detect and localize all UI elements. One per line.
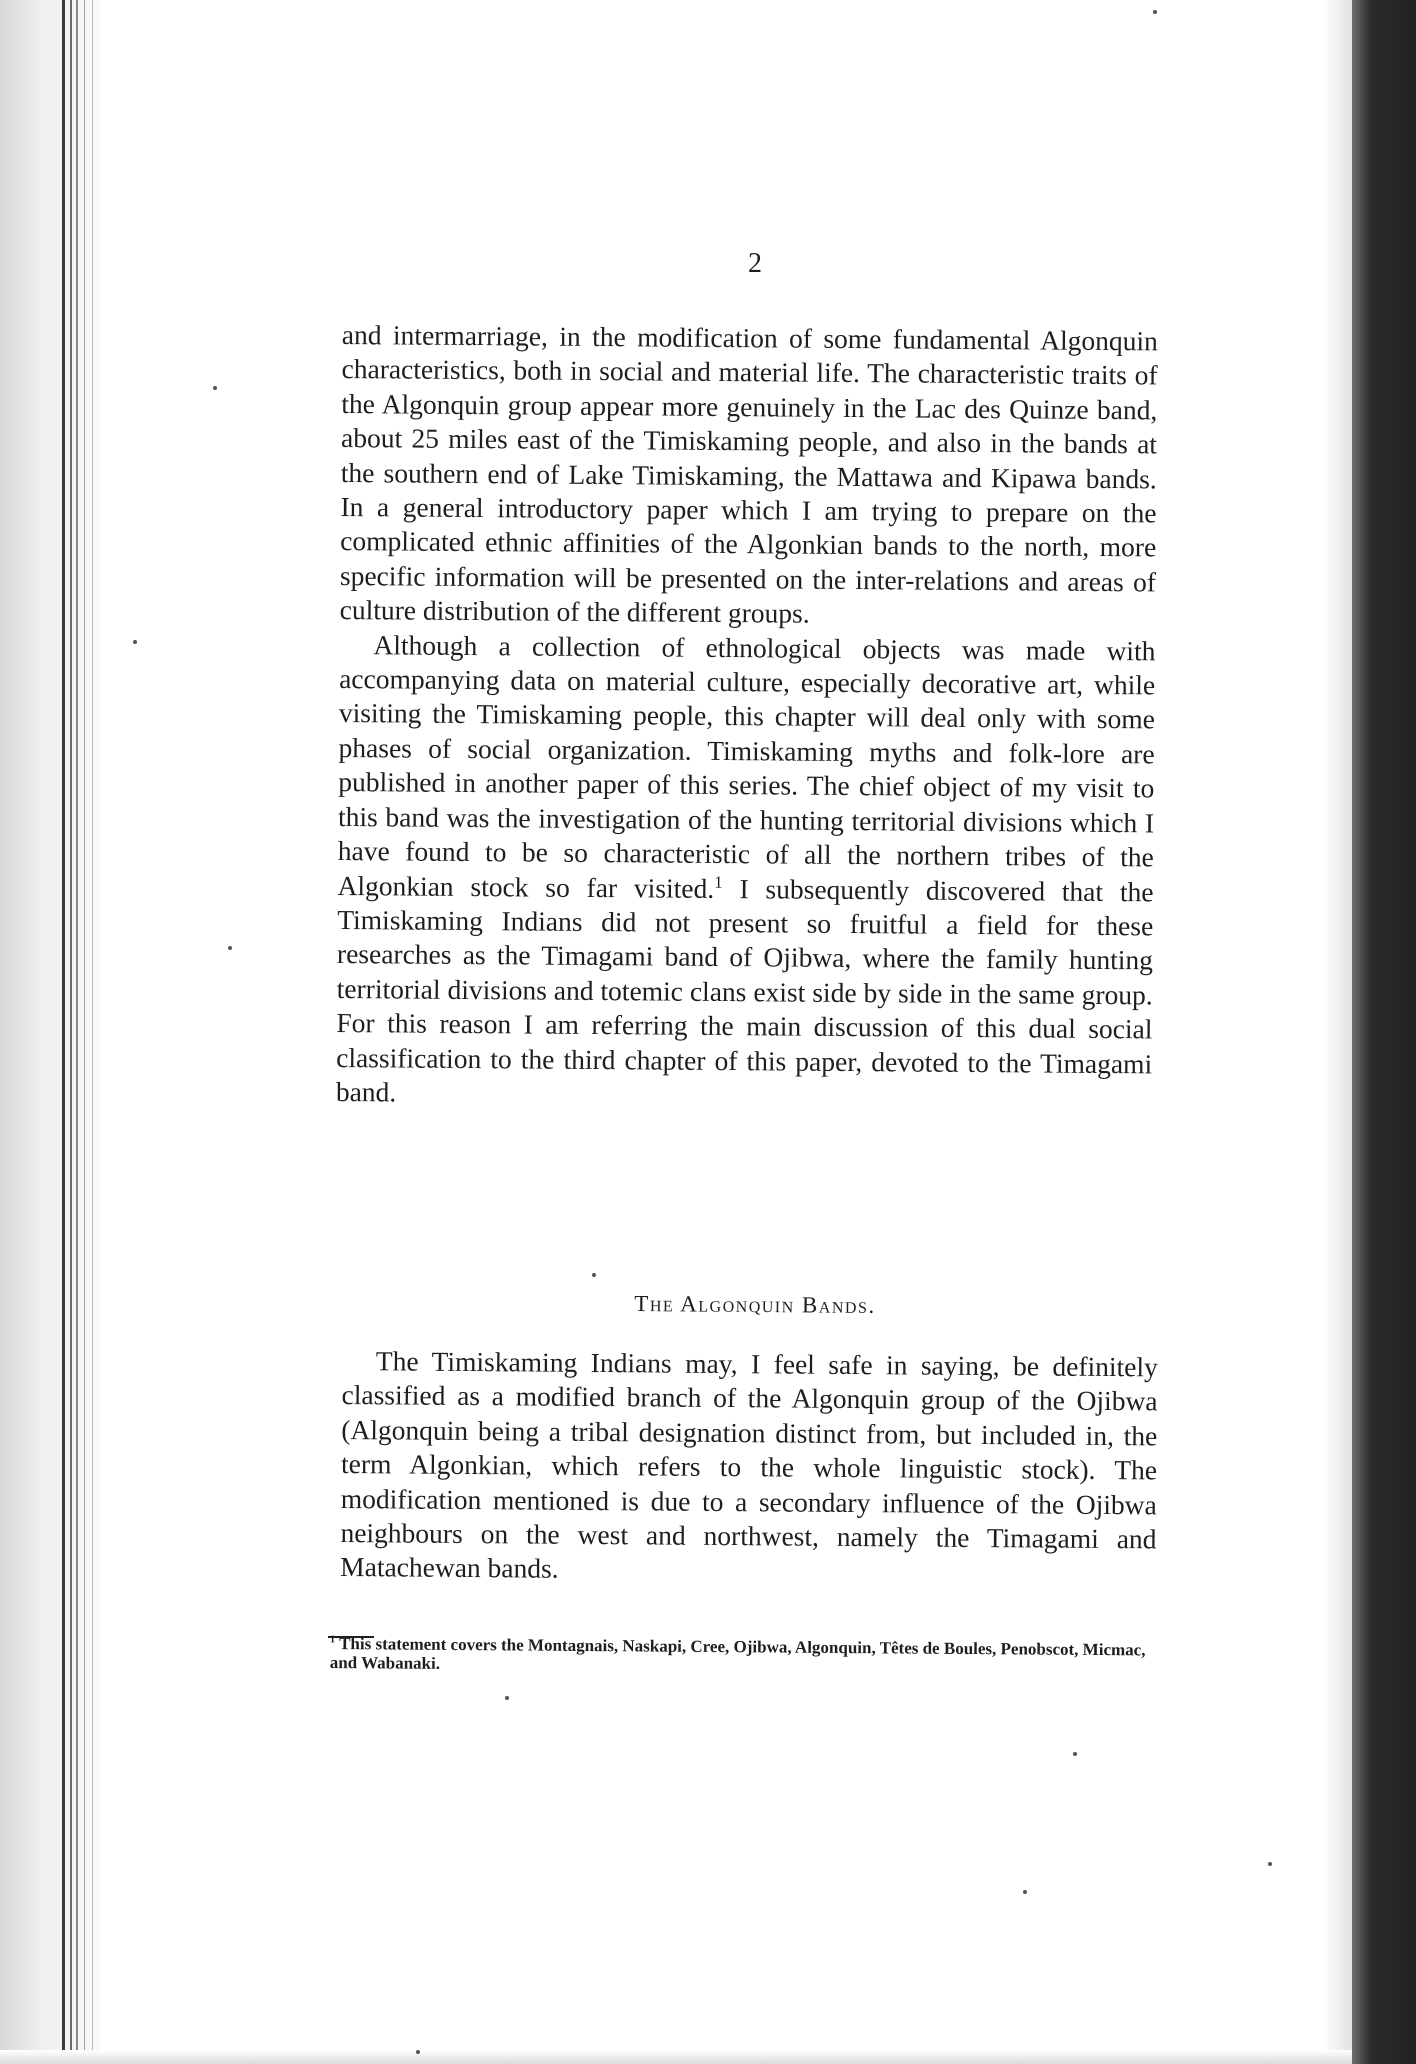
section-heading: The Algonquin Bands. [634,1291,876,1318]
scan-border-right [1352,0,1416,2064]
dust-speck [416,2050,420,2054]
text-block-lower [340,1344,1158,1591]
page-edge-line [70,0,72,2064]
page-edge-line [62,0,65,2064]
page-edge-line [84,0,85,2064]
dust-speck [592,1273,596,1277]
paragraph-text: Although a collection of ethnological objects was made with accompanying data on material culture, especially decorative art, while visiting the Timiskaming people, this chapter will deal only with some phases of social organization. Timiskaming myths and folk-lore are published in another paper of this series. The chief object of my visit to this band was the investigation of the hunting territorial divisions which I have found to be so characteristic of all the northern tribes of the Algonkian stock so far visited. [337,628,1156,904]
paragraph-text: I subsequently discovered that the Timiskaming Indians did not present so fruitful a field for these researches as the Timagami band of Ojibwa, where the family hunting territorial divisions and totemic clans exist side by side in the same group. For this reason I am referring the main discussion of this dual social classification to the third chapter of this paper, devoted to the Timagami band. [335,872,1154,1108]
dust-speck [133,640,137,644]
dust-speck [1268,1862,1272,1866]
paragraph: and intermarriage, in the modification of some fundamental Algonquin characteristics, both in social and material life. The characteristic traits of the Algonquin group appear more genuinely in the Lac des Quinze band, about 25 miles east of the Timiskaming people, and also in the bands at the southern end of Lake Timiskaming, the Mattawa and Kipawa bands. In a general introductory paper which I am trying to prepare on the complicated ethnic affinities of the Algonkian bands to the north, more specific information will be presented on the inter-relations and areas of culture distribution of the different groups. [339,318,1158,629]
dust-speck [228,946,232,950]
binding-shadow [0,0,100,2064]
text-block-upper [336,318,1158,1116]
dust-speck [213,386,217,390]
dust-speck [1153,10,1157,14]
right-page-shadow [1322,0,1352,2064]
footnote-marker: 1 [329,1634,336,1646]
paragraph [336,628,1156,1116]
paragraph: The Timiskaming Indians may, I feel safe in saying, be definitely classified as a modified branch of the Algonquin group of the Ojibwa (Algonquin being a tribal designation distinct from, but included in, the term Algonkian, which refers to the whole linguistic stock). The modification mentioned is due to a secondary influence of the Ojibwa neighbours on the west and northwest, namely the Timagami and Matachewan bands. [340,1345,1158,1585]
footnote-text: This statement covers the Montagnais, Naskapi, Cree, Ojibwa, Algonquin, Têtes de Boules, Penobscot, Micmac, and Wabanaki. [329,1634,1146,1673]
page-edge-line [76,0,78,2064]
dust-speck [505,1696,509,1700]
bottom-page-shadow [0,2050,1352,2064]
footnote [330,1634,1160,1679]
page-number: 2 [748,248,762,279]
footnote-reference: 1 [714,872,723,892]
dust-speck [1073,1752,1077,1756]
page-edge-line [92,0,93,2064]
dust-speck [1023,1890,1027,1894]
